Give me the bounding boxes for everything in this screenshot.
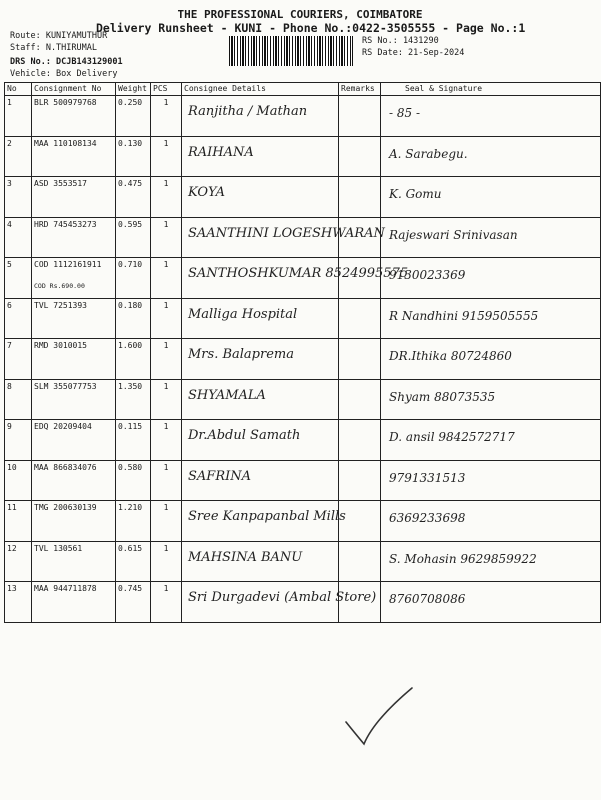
row-remarks: [339, 136, 381, 177]
row-signature-handwritten: Shyam 88073535: [389, 389, 496, 404]
row-signature-cell: [381, 541, 601, 582]
row-signature-cell: [381, 298, 601, 339]
barcode-image: [229, 36, 353, 66]
row-cod-amount: COD Rs.690.00: [34, 282, 85, 290]
row-signature-cell: [381, 501, 601, 542]
row-consignment: RMD 3010015: [32, 339, 116, 380]
row-consignment: COD 1112161911: [34, 260, 102, 269]
row-consignee-cell: [182, 258, 409, 299]
row-weight: 0.130: [116, 136, 151, 177]
table-row: [5, 258, 601, 299]
table-header-row: [5, 83, 601, 96]
row-consignee-handwritten: Mrs. Balaprema: [188, 347, 294, 362]
checkmark-icon: [340, 680, 420, 760]
row-pcs: 1: [151, 298, 182, 339]
row-consignment: MAA 110108134: [32, 136, 116, 177]
row-consignee-handwritten: SANTHOSHKUMAR 8524995575: [188, 266, 409, 281]
table-row: [5, 501, 601, 542]
col-header-weight: Weight: [116, 83, 151, 96]
row-signature-cell: [381, 420, 601, 461]
row-no: 7: [5, 339, 32, 380]
row-pcs: 1: [151, 420, 182, 461]
row-consignment: TMG 200630139: [32, 501, 116, 542]
row-consignee-cell: [182, 460, 339, 501]
row-consignee-cell: [182, 217, 385, 258]
row-no: 2: [5, 136, 32, 177]
row-no: 13: [5, 582, 32, 623]
row-signature-cell: [381, 582, 601, 623]
row-signature-cell: [381, 177, 601, 218]
row-consignment-cell: [32, 258, 116, 299]
row-weight: 1.600: [116, 339, 151, 380]
row-consignment: BLR 500979768: [32, 96, 116, 137]
row-signature-cell: [381, 339, 601, 380]
row-no: 4: [5, 217, 32, 258]
row-consignment: HRD 745453273: [32, 217, 116, 258]
row-weight: 0.595: [116, 217, 151, 258]
row-consignee-cell: [182, 136, 339, 177]
row-weight: 1.350: [116, 379, 151, 420]
row-no: 9: [5, 420, 32, 461]
col-header-consignee: Consignee Details: [182, 83, 339, 96]
row-consignee-cell: [182, 177, 339, 218]
row-pcs: 1: [151, 582, 182, 623]
row-remarks: [339, 298, 381, 339]
row-consignee-handwritten: MAHSINA BANU: [188, 549, 303, 565]
rs-date: RS Date: 21-Sep-2024: [362, 48, 465, 58]
table-row: [5, 177, 601, 218]
row-pcs: 1: [151, 541, 182, 582]
row-weight: 0.580: [116, 460, 151, 501]
table-row: [5, 96, 601, 137]
row-no: 6: [5, 298, 32, 339]
row-consignee-cell: [182, 420, 339, 461]
row-signature-cell: [381, 217, 601, 258]
table-row: [5, 136, 601, 177]
row-remarks: [339, 420, 381, 461]
row-consignee-cell: [182, 582, 377, 623]
row-no: 3: [5, 177, 32, 218]
table-row: [5, 379, 601, 420]
company-name: THE PROFESSIONAL COURIERS, COIMBATORE: [177, 8, 423, 21]
row-consignee-handwritten: Sri Durgadevi (Ambal Store): [188, 590, 377, 605]
col-header-remarks: Remarks: [339, 83, 381, 96]
row-remarks: [339, 177, 381, 218]
row-consignee-handwritten: RAIHANA: [188, 144, 254, 160]
col-header-signature: Seal & Signature: [381, 83, 601, 96]
table-row: [5, 217, 601, 258]
row-signature-handwritten: R Nandhini 9159505555: [389, 308, 539, 323]
row-signature-cell: [381, 460, 601, 501]
row-remarks: [339, 379, 381, 420]
row-consignee-handwritten: Sree Kanpapanbal Mills: [188, 509, 346, 524]
row-signature-cell: [381, 96, 601, 137]
route-label: Route: KUNIYAMUTHUR: [10, 31, 108, 41]
row-consignment: EDQ 20209404: [32, 420, 116, 461]
row-weight: 0.180: [116, 298, 151, 339]
row-signature-handwritten: A. Sarabegu.: [389, 146, 468, 161]
row-pcs: 1: [151, 339, 182, 380]
row-consignment: ASD 3553517: [32, 177, 116, 218]
row-signature-handwritten: 6369233698: [389, 511, 466, 525]
row-consignee-handwritten: SAANTHINI LOGESHWARAN: [188, 225, 385, 241]
row-signature-handwritten: 9130023369: [389, 268, 466, 282]
row-signature-cell: [381, 258, 601, 299]
row-consignee-handwritten: KOYA: [188, 185, 225, 200]
row-no: 8: [5, 379, 32, 420]
row-signature-handwritten: 8760708086: [389, 592, 466, 606]
row-signature-handwritten: - 85 -: [389, 106, 421, 120]
table-row: [5, 541, 601, 582]
row-no: 1: [5, 96, 32, 137]
row-signature-handwritten: S. Mohasin 9629859922: [389, 551, 537, 566]
row-signature-cell: [381, 136, 601, 177]
table-row: [5, 420, 601, 461]
row-no: 5: [5, 258, 32, 299]
col-header-pcs: PCS: [151, 83, 182, 96]
row-consignee-handwritten: Dr.Abdul Samath: [188, 428, 301, 443]
row-signature-handwritten: 9791331513: [389, 470, 466, 485]
row-consignee-handwritten: SHYAMALA: [188, 387, 266, 403]
row-pcs: 1: [151, 501, 182, 542]
row-weight: 0.115: [116, 420, 151, 461]
row-weight: 0.615: [116, 541, 151, 582]
row-consignee-cell: [182, 339, 339, 380]
rs-number: RS No.: 1431290: [362, 36, 439, 46]
col-header-no: No: [5, 83, 32, 96]
row-consignment: MAA 944711878: [32, 582, 116, 623]
row-remarks: [339, 460, 381, 501]
row-signature-cell: [381, 379, 601, 420]
row-consignee-handwritten: Malliga Hospital: [188, 306, 298, 322]
row-consignee-handwritten: Ranjitha / Mathan: [188, 104, 308, 119]
table-row: [5, 298, 601, 339]
runsheet-subtitle: Delivery Runsheet - KUNI - Phone No.:0422-3505555 - Page No.:1: [96, 21, 526, 35]
row-consignee-cell: [182, 298, 339, 339]
row-signature-handwritten: D. ansil 9842572717: [389, 430, 515, 444]
row-remarks: [339, 96, 381, 137]
row-consignment: SLM 355077753: [32, 379, 116, 420]
col-header-consignment: Consignment No: [32, 83, 116, 96]
row-no: 12: [5, 541, 32, 582]
row-no: 10: [5, 460, 32, 501]
row-consignee-cell: [182, 379, 339, 420]
row-pcs: 1: [151, 460, 182, 501]
vehicle-label: Vehicle: Box Delivery: [10, 69, 118, 79]
row-signature-handwritten: K. Gomu: [389, 187, 442, 201]
row-remarks: [339, 339, 381, 380]
row-weight: 0.710: [116, 258, 151, 299]
drs-label: DRS No.: DCJB143129001: [10, 57, 123, 67]
row-pcs: 1: [151, 177, 182, 218]
table-row: [5, 460, 601, 501]
row-consignment: TVL 7251393: [32, 298, 116, 339]
row-no: 11: [5, 501, 32, 542]
row-weight: 1.210: [116, 501, 151, 542]
row-consignee-cell: [182, 541, 339, 582]
row-weight: 0.475: [116, 177, 151, 218]
row-pcs: 1: [151, 217, 182, 258]
row-signature-handwritten: Rajeswari Srinivasan: [389, 227, 518, 242]
row-pcs: 1: [151, 258, 182, 299]
table-row: [5, 582, 601, 623]
row-weight: 0.250: [116, 96, 151, 137]
table-row: [5, 339, 601, 380]
staff-label: Staff: N.THIRUMAL: [10, 43, 97, 53]
row-consignment: MAA 866834076: [32, 460, 116, 501]
row-consignment: TVL 130561: [32, 541, 116, 582]
row-consignee-cell: [182, 501, 346, 542]
row-pcs: 1: [151, 96, 182, 137]
runsheet-table: [4, 82, 601, 623]
row-pcs: 1: [151, 379, 182, 420]
row-weight: 0.745: [116, 582, 151, 623]
row-consignee-handwritten: SAFRINA: [188, 468, 252, 484]
row-remarks: [339, 541, 381, 582]
row-pcs: 1: [151, 136, 182, 177]
row-signature-handwritten: DR.Ithika 80724860: [389, 349, 512, 363]
row-consignee-cell: [182, 96, 339, 137]
